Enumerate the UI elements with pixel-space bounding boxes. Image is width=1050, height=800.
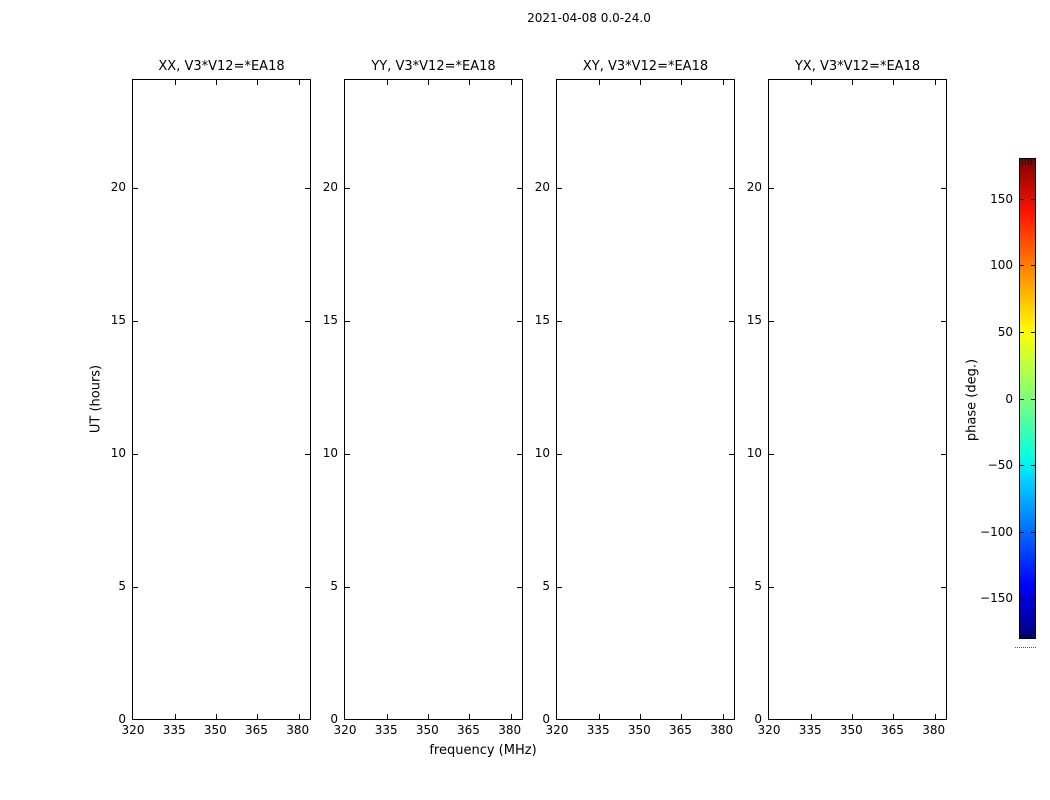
y-tick-right bbox=[941, 188, 946, 189]
x-tick-top bbox=[893, 80, 894, 85]
colorbar-tick-left bbox=[1020, 598, 1024, 599]
y-tick-left bbox=[133, 188, 138, 189]
x-tick-top bbox=[723, 80, 724, 85]
x-tick-bottom bbox=[428, 714, 429, 719]
y-tick-right bbox=[941, 454, 946, 455]
colorbar-bottom-hatch bbox=[1022, 632, 1033, 638]
y-axis-label: UT (hours) bbox=[88, 364, 104, 434]
y-tick-label: 20 bbox=[746, 179, 762, 194]
colorbar-tick-label: 0 bbox=[1005, 391, 1013, 406]
x-tick-label: 335 bbox=[798, 723, 822, 737]
y-tick-label: 10 bbox=[534, 445, 550, 460]
x-tick-bottom bbox=[216, 714, 217, 719]
subplot-xx bbox=[132, 79, 311, 720]
x-tick-label: 320 bbox=[121, 723, 145, 737]
y-tick-right bbox=[305, 321, 310, 322]
y-tick-left bbox=[345, 321, 350, 322]
y-tick-left bbox=[769, 321, 774, 322]
x-tick-top bbox=[257, 80, 258, 85]
y-tick-left bbox=[345, 188, 350, 189]
y-tick-label: 5 bbox=[118, 578, 126, 593]
y-tick-label: 10 bbox=[322, 445, 338, 460]
x-tick-label: 335 bbox=[162, 723, 186, 737]
y-tick-right bbox=[517, 321, 522, 322]
y-tick-left bbox=[133, 454, 138, 455]
y-tick-right bbox=[941, 587, 946, 588]
y-tick-right bbox=[729, 587, 734, 588]
y-tick-label: 15 bbox=[322, 312, 338, 327]
x-tick-label: 320 bbox=[545, 723, 569, 737]
x-tick-label: 350 bbox=[203, 723, 227, 737]
subplot-title-xy: XY, V3*V12=*EA18 bbox=[582, 59, 709, 74]
colorbar-tick-left bbox=[1020, 199, 1024, 200]
y-tick-right bbox=[941, 321, 946, 322]
y-tick-left bbox=[769, 188, 774, 189]
x-tick-label: 380 bbox=[286, 723, 310, 737]
y-tick-right bbox=[305, 188, 310, 189]
x-tick-label: 350 bbox=[627, 723, 651, 737]
x-tick-top bbox=[681, 80, 682, 85]
x-tick-bottom bbox=[681, 714, 682, 719]
y-tick-right bbox=[729, 321, 734, 322]
x-tick-bottom bbox=[893, 714, 894, 719]
colorbar-tick-left bbox=[1020, 265, 1024, 266]
colorbar-tick-right bbox=[1031, 465, 1035, 466]
x-tick-label: 320 bbox=[757, 723, 781, 737]
x-tick-bottom bbox=[511, 714, 512, 719]
y-tick-label: 0 bbox=[754, 712, 762, 726]
x-tick-top bbox=[216, 80, 217, 85]
x-tick-bottom bbox=[935, 714, 936, 719]
x-tick-top bbox=[299, 80, 300, 85]
x-tick-label: 365 bbox=[245, 723, 268, 737]
colorbar-tick-left bbox=[1020, 465, 1024, 466]
colorbar-tick-left bbox=[1020, 332, 1024, 333]
y-tick-label: 10 bbox=[746, 445, 762, 460]
figure-title: 2021-04-08 0.0-24.0 bbox=[527, 11, 651, 25]
y-tick-right bbox=[517, 587, 522, 588]
y-tick-left bbox=[133, 587, 138, 588]
x-tick-label: 350 bbox=[415, 723, 439, 737]
x-tick-label: 350 bbox=[839, 723, 863, 737]
y-tick-left bbox=[557, 321, 562, 322]
y-tick-left bbox=[133, 321, 138, 322]
colorbar-tick-label: −100 bbox=[980, 524, 1013, 539]
y-tick-left bbox=[557, 188, 562, 189]
colorbar-label: phase (deg.) bbox=[964, 358, 980, 442]
colorbar-tick-left bbox=[1020, 399, 1024, 400]
x-tick-bottom bbox=[811, 714, 812, 719]
y-tick-right bbox=[305, 454, 310, 455]
y-tick-label: 15 bbox=[534, 312, 550, 327]
y-tick-label: 15 bbox=[746, 312, 762, 327]
y-tick-left bbox=[769, 454, 774, 455]
x-tick-bottom bbox=[640, 714, 641, 719]
y-tick-label: 10 bbox=[110, 445, 126, 460]
colorbar-tick-label: 50 bbox=[997, 324, 1013, 339]
x-tick-bottom bbox=[599, 714, 600, 719]
y-tick-left bbox=[345, 587, 350, 588]
x-tick-label: 365 bbox=[457, 723, 480, 737]
colorbar-tick-label: 100 bbox=[990, 258, 1013, 273]
subplot-title-yy: YY, V3*V12=*EA18 bbox=[371, 59, 496, 74]
y-tick-label: 15 bbox=[110, 312, 126, 327]
x-tick-bottom bbox=[257, 714, 258, 719]
y-tick-label: 5 bbox=[330, 578, 338, 593]
y-tick-left bbox=[769, 587, 774, 588]
y-tick-label: 20 bbox=[534, 179, 550, 194]
x-tick-top bbox=[428, 80, 429, 85]
y-tick-left bbox=[557, 587, 562, 588]
x-tick-bottom bbox=[175, 714, 176, 719]
y-tick-label: 20 bbox=[110, 179, 126, 194]
x-tick-top bbox=[852, 80, 853, 85]
y-tick-right bbox=[305, 587, 310, 588]
x-tick-bottom bbox=[387, 714, 388, 719]
x-tick-label: 365 bbox=[881, 723, 904, 737]
colorbar-tick-label: −150 bbox=[980, 591, 1013, 606]
colorbar-tick-right bbox=[1031, 332, 1035, 333]
x-tick-label: 335 bbox=[586, 723, 610, 737]
x-tick-bottom bbox=[852, 714, 853, 719]
x-tick-label: 335 bbox=[374, 723, 398, 737]
colorbar-tick-label: −50 bbox=[987, 458, 1013, 473]
y-tick-label: 0 bbox=[118, 712, 126, 726]
colorbar-tick-right bbox=[1031, 265, 1035, 266]
colorbar-top-hatch bbox=[1022, 159, 1033, 165]
x-tick-label: 380 bbox=[498, 723, 522, 737]
y-tick-right bbox=[729, 188, 734, 189]
subplot-xy bbox=[556, 79, 735, 720]
x-tick-top bbox=[640, 80, 641, 85]
colorbar-under-dots bbox=[1015, 647, 1036, 648]
y-tick-label: 20 bbox=[322, 179, 338, 194]
x-tick-top bbox=[469, 80, 470, 85]
x-tick-label: 365 bbox=[669, 723, 692, 737]
x-axis-label: frequency (MHz) bbox=[429, 743, 537, 758]
x-tick-label: 320 bbox=[333, 723, 357, 737]
x-tick-label: 380 bbox=[710, 723, 734, 737]
subplot-yx bbox=[768, 79, 947, 720]
y-tick-left bbox=[557, 454, 562, 455]
colorbar-tick-right bbox=[1031, 532, 1035, 533]
x-tick-top bbox=[175, 80, 176, 85]
y-tick-right bbox=[517, 188, 522, 189]
subplot-yy bbox=[344, 79, 523, 720]
x-tick-bottom bbox=[723, 714, 724, 719]
y-tick-label: 5 bbox=[542, 578, 550, 593]
colorbar-tick-right bbox=[1031, 399, 1035, 400]
colorbar-tick-left bbox=[1020, 532, 1024, 533]
x-tick-bottom bbox=[469, 714, 470, 719]
y-tick-label: 5 bbox=[754, 578, 762, 593]
x-tick-label: 380 bbox=[922, 723, 946, 737]
x-tick-top bbox=[599, 80, 600, 85]
y-tick-label: 0 bbox=[330, 712, 338, 726]
x-tick-top bbox=[935, 80, 936, 85]
y-tick-right bbox=[517, 454, 522, 455]
x-tick-top bbox=[511, 80, 512, 85]
y-tick-label: 0 bbox=[542, 712, 550, 726]
subplot-title-xx: XX, V3*V12=*EA18 bbox=[158, 59, 285, 74]
x-tick-top bbox=[811, 80, 812, 85]
x-tick-bottom bbox=[299, 714, 300, 719]
colorbar-tick-right bbox=[1031, 199, 1035, 200]
subplot-title-yx: YX, V3*V12=*EA18 bbox=[794, 59, 921, 74]
y-tick-left bbox=[345, 454, 350, 455]
y-tick-right bbox=[729, 454, 734, 455]
colorbar-tick-right bbox=[1031, 598, 1035, 599]
x-tick-top bbox=[387, 80, 388, 85]
colorbar-tick-label: 150 bbox=[990, 191, 1013, 206]
